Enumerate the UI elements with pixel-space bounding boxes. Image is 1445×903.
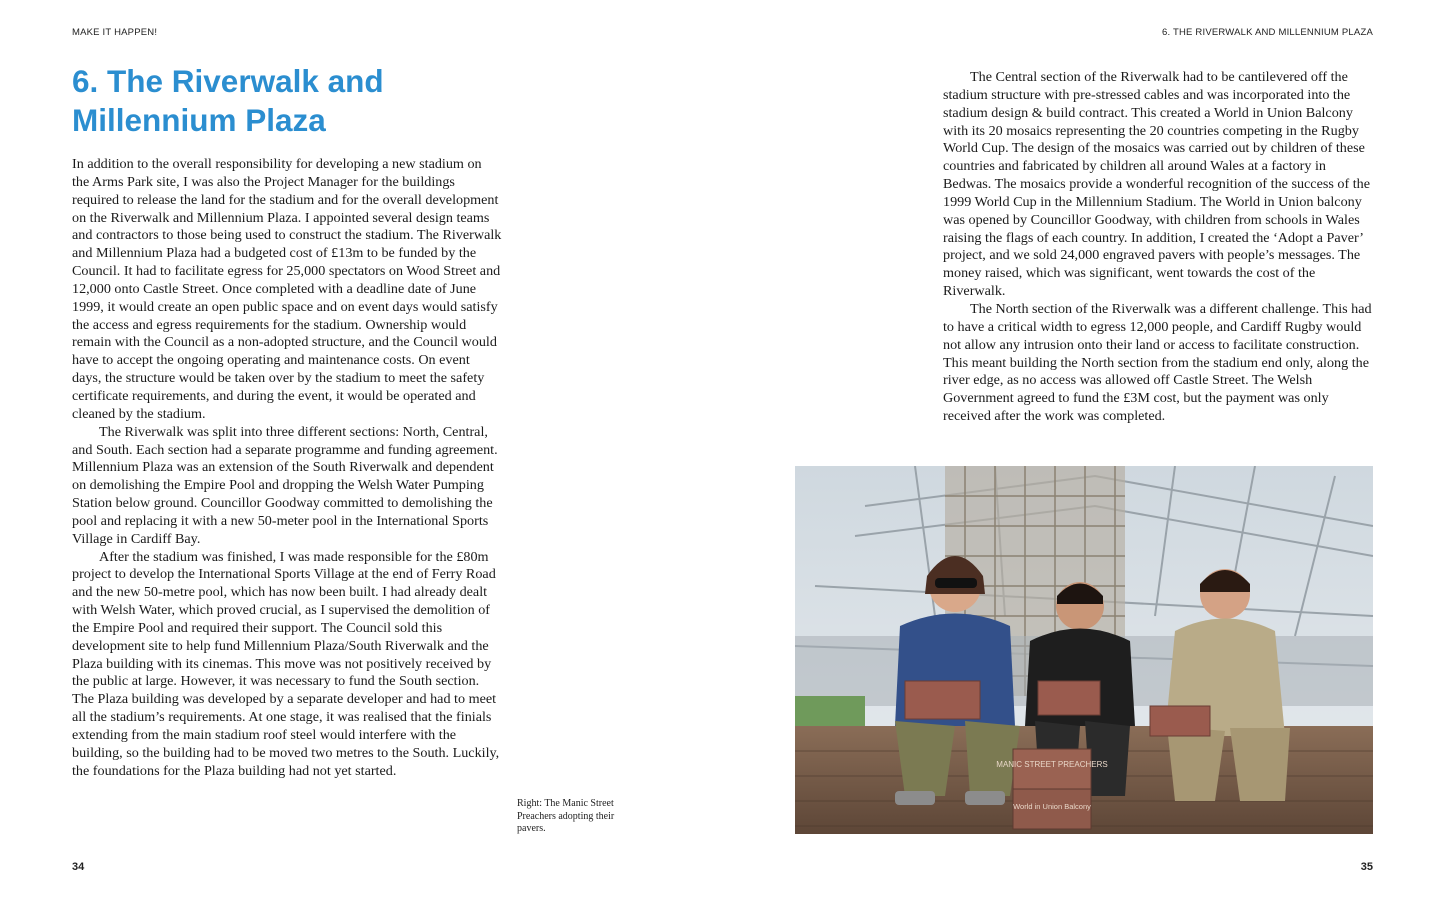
right-body-column [943, 69, 1375, 426]
running-head-left: MAKE IT HAPPEN! [72, 27, 158, 38]
photo-band-with-pavers [795, 466, 1373, 834]
paver-text-balcony: World in Union Balcony [1013, 802, 1091, 811]
body-paragraph: The Central section of the Riverwalk had to be cantilevered off the stadium structure with pre-stressed cables and was incorporated into the stadium design & build contract. This created a World in Union Balcony with its 20 mosaics representing the 20 countries competing in the Rugby World Cup. The design of the mosaics was carried out by children of these countries and fabricated by children all around Wales at a factory in Bedwas. The mosaics provide a wonderful recognition of the success of the 1999 World Cup in the Millennium Stadium. The World in Union balcony was opened by Councillor Goodway, with children from schools in Wales raising the flags of each country. In addition, I created the ‘Adopt a Paver’ project, and we sold 24,000 engraved pavers with people’s messages. The money raised, which was significant, went towards the cost of the Riverwalk. [943, 69, 1370, 300]
chapter-title-line-2: Millennium Plaza [72, 102, 326, 138]
running-head-right: 6. THE RIVERWALK AND MILLENNIUM PLAZA [1161, 27, 1373, 38]
photo-illustration [795, 466, 1373, 834]
paver-text-band: MANIC STREET PREACHERS [996, 760, 1108, 769]
chapter-title-line-1: 6. The Riverwalk and [72, 63, 384, 99]
page-number-left: 34 [72, 861, 85, 873]
body-paragraph: The North section of the Riverwalk was a different challenge. This had to have a critical width to egress 12,000 people, and Cardiff Rugby would not allow any intrusion onto their land or access to facilitate construction. This meant building the North section from the stadium end only, along the river edge, as no access was allowed off Castle Street. The Welsh Government agreed to fund the £3M cost, but the payment was only received after the work was completed. [943, 300, 1372, 425]
paver-stack [996, 749, 1107, 829]
body-paragraph: In addition to the overall responsibility for developing a new stadium on the Arms Park site, I was also the Project Manager for the buildings required to release the land for the stadium and for the overall development on the Riverwalk and Millennium Plaza. I appointed several design teams and contractors to those being used to construct the stadium. The Riverwalk and Millennium Plaza had a budgeted cost of £13m to be funded by the Council. It had to facilitate egress for 25,000 spectators on Wood Street and 12,000 onto Castle Street. Once completed with a deadline date of June 1999, it would create an open public space and on event days would satisfy the access and egress requirements for the stadium. Ownership would remain with the Council as a non-adopted structure, and the Council would have to accept the ongoing operating and maintenance costs. On event days, the structure would be taken over by the stadium to meet the safety certificate requirements, and during the event, it would be operated and cleaned by the stadium. [72, 156, 502, 422]
chapter-title [72, 62, 512, 140]
page-number-right: 35 [1360, 861, 1373, 873]
left-body-column [72, 156, 502, 781]
photo-caption: Right: The Manic Street Preachers adopting their pavers. [517, 798, 615, 834]
body-paragraph: The Riverwalk was split into three different sections: North, Central, and South. Each section had a separate programme and funding agreement. Millennium Plaza was an extension of the South Riverwalk and dependent on demolishing the Empire Pool and dropping the Welsh Water Pumping Station below ground. Councillor Goodway committed to demolishing the pool and replacing it with a new 50-meter pool in the International Sports Village in Cardiff Bay. [72, 423, 498, 547]
body-paragraph: After the stadium was finished, I was made responsible for the £80m project to develop the International Sports Village at the end of Ferry Road and the new 50-metre pool, which has now been built. I had already dealt with Welsh Water, which proved crucial, as I supervised the demolition of the Empire Pool and required their support. The Council sold this development site to help fund Millennium Plaza/South Riverwalk and the Plaza building with its cinemas. This move was not positively received by the public at large. However, it was necessary to fund the South section. The Plaza building was developed by a separate developer and had to meet all the stadium’s requirements. At one stage, it was realised that the finials extending from the main stadium roof steel would interfere with the building, so the building had to be moved two metres to the South. Luckily, the foundations for the Plaza building had not yet started. [72, 548, 500, 779]
